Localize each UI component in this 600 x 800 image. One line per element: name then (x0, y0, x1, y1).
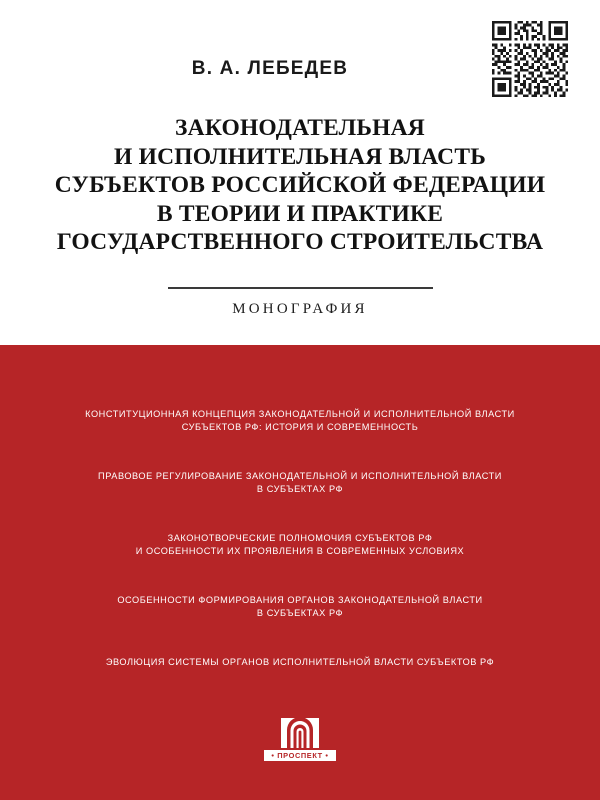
topic-item (0, 532, 600, 558)
topic-line: В СУБЪЕКТАХ РФ (256, 484, 344, 494)
topic-item (0, 470, 600, 496)
topic-line: ЗАКОНОТВОРЧЕСКИЕ ПОЛНОМОЧИЯ СУБЪЕКТОВ РФ (167, 533, 433, 543)
title-line-5: ГОСУДАРСТВЕННОГО СТРОИТЕЛЬСТВА (56, 229, 544, 255)
title-line-3: СУБЪЕКТОВ РОССИЙСКОЙ ФЕДЕРАЦИИ (54, 172, 546, 198)
topic-line: КОНСТИТУЦИОННАЯ КОНЦЕПЦИЯ ЗАКОНОДАТЕЛЬНОЙ И ИСПОЛНИТЕЛЬНОЙ ВЛАСТИ (85, 409, 515, 419)
publisher-logo (264, 718, 336, 770)
topic-line: СУБЪЕКТОВ РФ: ИСТОРИЯ И СОВРЕМЕННОСТЬ (181, 422, 419, 432)
edition-type-label: МОНОГРАФИЯ (232, 301, 368, 317)
topic-line: ОСОБЕННОСТИ ФОРМИРОВАНИЯ ОРГАНОВ ЗАКОНОДАТЕЛЬНОЙ ВЛАСТИ (117, 595, 483, 605)
book-title (30, 114, 570, 257)
topic-line: ПРАВОВОЕ РЕГУЛИРОВАНИЕ ЗАКОНОДАТЕЛЬНОЙ И ИСПОЛНИТЕЛЬНОЙ ВЛАСТИ (98, 471, 502, 481)
topic-item (0, 594, 600, 620)
title-line-4: В ТЕОРИИ И ПРАКТИКЕ (156, 200, 444, 227)
title-line-1: ЗАКОНОДАТЕЛЬНАЯ (175, 115, 425, 141)
topic-line: В СУБЪЕКТАХ РФ (256, 608, 344, 618)
topic-item (0, 656, 600, 669)
cover-bottom-panel (0, 345, 600, 800)
publisher-name: • ПРОСПЕКТ • (264, 750, 336, 761)
title-line-2: И ИСПОЛНИТЕЛЬНАЯ ВЛАСТЬ (114, 143, 486, 170)
arch-gate-icon (281, 718, 319, 748)
topic-line: И ОСОБЕННОСТИ ИХ ПРОЯВЛЕНИЯ В СОВРЕМЕННЫХ УСЛОВИЯХ (135, 546, 465, 556)
topic-list (0, 408, 600, 705)
title-divider (168, 287, 433, 289)
author-name: В. А. ЛЕБЕДЕВ (191, 58, 349, 79)
topic-item (0, 408, 600, 434)
cover-top-panel (0, 0, 600, 345)
arch-gate-svg (281, 718, 319, 748)
topic-line: ЭВОЛЮЦИЯ СИСТЕМЫ ОРГАНОВ ИСПОЛНИТЕЛЬНОЙ ВЛАСТИ СУБЪЕКТОВ РФ (105, 657, 495, 667)
